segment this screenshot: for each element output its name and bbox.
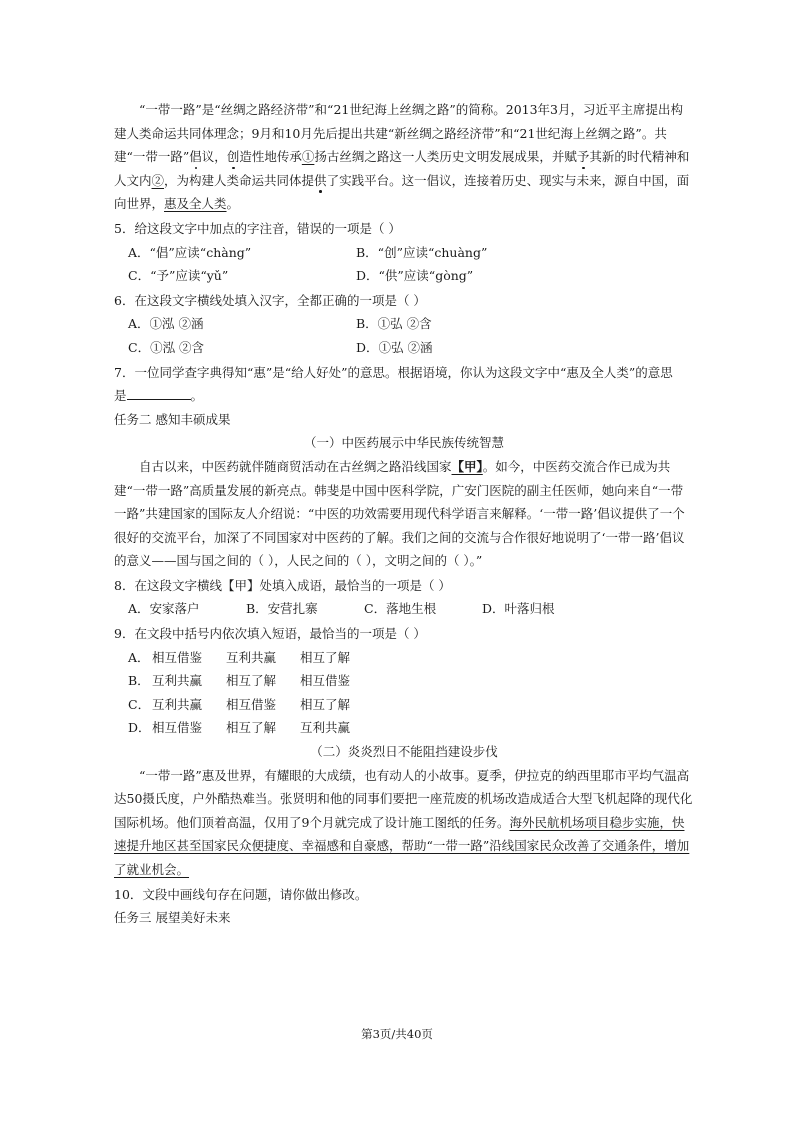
option-d: D．“供”应读“gòng” <box>356 268 474 284</box>
option-d: D．①弘 ②涵 <box>356 339 433 355</box>
option-a: A．①泓 ②涵 <box>128 316 204 332</box>
intro-paragraph <box>114 98 694 216</box>
options-row <box>114 241 694 265</box>
option-a: A．“倡”应读“chàng” <box>128 244 252 260</box>
blank-jia: 【甲】 <box>451 458 483 474</box>
question-stem: 8．在这段文字横线【甲】处填入成语，最恰当的一项是（ ） <box>114 577 451 593</box>
option-c <box>114 693 694 717</box>
dotted-char-gong: 供 <box>314 172 327 188</box>
option-word: 互利共赢 <box>152 696 203 712</box>
options-row <box>114 597 694 621</box>
option-a: A．安家落户 <box>128 601 200 617</box>
option-word: 互利共赢 <box>152 673 203 689</box>
question-text: 。 <box>190 388 204 404</box>
option-letter: C． <box>128 696 151 712</box>
task-3-heading: 任务三 展望美好未来 <box>114 910 231 926</box>
option-b: B．①弘 ②含 <box>356 316 432 332</box>
section-2-paragraph <box>114 764 694 882</box>
section-1-paragraph <box>114 455 694 573</box>
question-stem: 6．在这段文字横线处填入汉字，全都正确的一项是（ ） <box>114 292 426 308</box>
option-b: B．安营扎寨 <box>246 601 318 617</box>
options-row <box>114 264 694 288</box>
underlined-phrase: 惠及全人类 <box>164 196 227 212</box>
option-c: C．落地生根 <box>364 601 437 617</box>
dotted-char-yu: 予 <box>576 149 590 165</box>
question-8 <box>114 574 694 621</box>
section-text: “一带一路”惠及世界，有耀眼的大成绩，也有动人的小故事。夏季，伊拉克的纳西里耶市平均气温高达50摄氏度，户外酷热难当。张贤明和他的同事们要把一座荒废的机场改造成适合大型飞机起降的现代化国际机场。他们顶着高温，仅用了9个月就完成了设计施工图纸的任务。 <box>114 767 693 830</box>
question-stem: 9．在文段中括号内依次填入短语，最恰当的一项是（ ） <box>114 626 426 642</box>
option-word: 相互了解 <box>300 649 351 665</box>
option-b <box>114 669 694 693</box>
page-content <box>114 98 694 930</box>
question-10: 10．文段中画线句存在问题，请你做出修改。 <box>114 886 368 902</box>
section-2-title: （二）炎炎烈日不能阻挡建设步伐 <box>310 744 498 760</box>
answer-blank[interactable] <box>127 385 191 400</box>
option-a <box>114 646 694 670</box>
option-d <box>114 716 694 740</box>
question-7 <box>114 361 694 408</box>
dotted-char-chuang: 创 <box>226 149 240 165</box>
option-c: C．①泓 ②含 <box>128 339 205 355</box>
option-word: 相互了解 <box>300 696 351 712</box>
section-text: 自古以来，中医药就伴随商贸活动在古丝绸之路沿线国家 <box>139 458 452 474</box>
page-number: 第3页/共40页 <box>361 1027 433 1041</box>
question-stem: 7．一位同学查字典得知“惠”是“给人好处”的意思。根据语境，你认为这段文字中“惠及全人类”的意思 <box>114 364 673 380</box>
intro-text: 造性地传承 <box>239 149 302 165</box>
dotted-char-chang: 倡 <box>189 149 202 165</box>
option-word: 相互借鉴 <box>300 673 351 689</box>
intro-text: 。 <box>226 196 240 212</box>
question-text: 是 <box>114 388 127 404</box>
question-stem: 5．给这段文字中加点的字注音，错误的一项是（ ） <box>114 220 401 236</box>
underlined-sentence: 海外民航机场项目稳步实施，快速提升地区甚至国家民众便捷度、幸福感和自豪感，帮助“一带一路”沿线国家民众改善了交通条件，增加了就业机会。 <box>114 814 690 877</box>
option-word: 相互了解 <box>226 720 277 736</box>
option-d: D．叶落归根 <box>482 601 555 617</box>
intro-text: 扬古丝绸之路这一人类历史文明发展成果，并赋 <box>314 149 577 165</box>
option-letter: D． <box>128 720 151 736</box>
option-word: 相互了解 <box>226 673 277 689</box>
option-word: 相互借鉴 <box>152 649 203 665</box>
question-6 <box>114 289 694 360</box>
intro-text: “一带一路”是“丝绸之路经济带”和“21世纪海上丝绸之路”的简称。2013年3月，习近平主席提出构建人类命运共同体理念；9月和10月先后提出共建“新丝绸之路经济带”和“21世纪海上丝绸之路”。共建“一带一路” <box>114 102 684 165</box>
option-word: 相互借鉴 <box>152 720 203 736</box>
option-c: C．“予”应读“yǔ” <box>128 268 229 284</box>
question-9 <box>114 622 694 740</box>
option-word: 相互借鉴 <box>226 696 277 712</box>
intro-text: 其新的时代精神和人文内 <box>114 149 690 188</box>
section-1-title: （一）中医药展示中华民族传统智慧 <box>303 435 504 451</box>
intro-text: 议， <box>201 149 227 165</box>
question-5 <box>114 217 694 288</box>
section-text: 。如今，中医药交流合作已成为共建“一带一路”高质量发展的新亮点。韩斐是中国中医科学院，广安门医院的副主任医师，她向来自“一带一路”共建国家的国际友人介绍说：“中医的功效需要用现代科学语言来解释。‘一带一路’倡议提供了一个很好的交流平台，加深了不同国家对中医药的了解。我们之间的交流与合作很好地说明了‘一带一路’倡议的意义——国与国之间的（ ），人民之间的（ ），文明之间的（ ）。” <box>114 458 685 569</box>
task-2-heading: 任务二 感知丰硕成果 <box>114 411 231 427</box>
option-word: 互利共赢 <box>226 649 277 665</box>
answer-line <box>114 384 694 408</box>
intro-text: 了实践平台。这一倡议，连接着历史、现实与未来，源自中国，面向世界， <box>114 172 690 212</box>
option-word: 互利共赢 <box>300 720 351 736</box>
options-row <box>114 312 694 336</box>
option-letter: B． <box>128 673 150 689</box>
options-row <box>114 336 694 360</box>
option-b: B．“创”应读“chuàng” <box>356 244 488 260</box>
intro-text: ，为构建人类命运共同体提 <box>164 172 315 188</box>
option-letter: A． <box>128 649 150 665</box>
blank-2: ② <box>151 172 165 188</box>
blank-1: ① <box>301 149 315 165</box>
